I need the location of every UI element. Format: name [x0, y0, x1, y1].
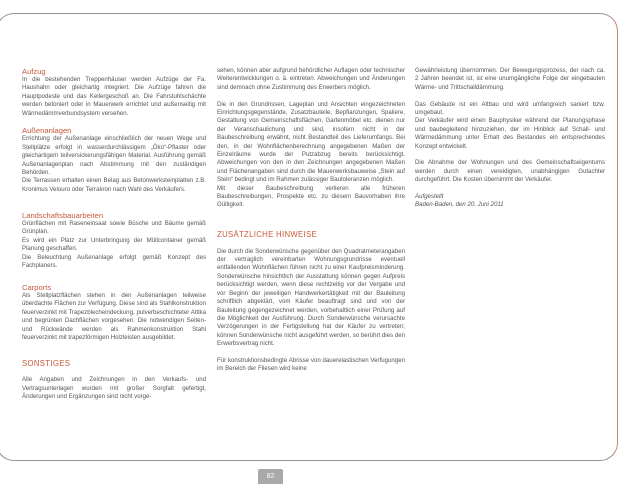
paragraph-aussenanlagen-2: Die Terrassen erhalten einen Belag aus Betonwerksteinplatten z.B. Kronimus Velouro oder Terrakron nach Wahl des Verkäufers.: [22, 177, 206, 193]
paragraph-col3-2: Das Gebäude ist ein Altbau und wird umfangreich saniert bzw. umgebaut.: [415, 100, 605, 117]
heading-aussenanlagen: Außenanlagen: [22, 126, 72, 136]
paragraph-col2-2: Die in den Grundrissen, Lageplan und Ansichten eingezeichneten Einrichtungsgegenstände, Zusatzbauteile, Bepflanzungen, Spaliere, Gestaltung von Gemeinschaftsflächen, Gartenmöbel etc. dienen nur der Veranschaulichung und sind, insofern nicht in der Baubeschreibung erwähnt, nicht Bestandteil des Lieferumfangs. Bei den, in der Wohnflächenberechnung angegebenen Maßen der Einzelräume wurde der Putzabzug bereits berücksichtigt. Abweichungen von den in den Zeichnungen angegebenen Maßen und Flächenangaben sind durch die Mauerwerksbauweise „Stein auf Stein“ bedingt und im Rahmen zulässiger Bautoleranzen möglich.: [217, 100, 405, 184]
paragraph-zusatz-2: Für konstruktionsbedingte Abrisse von dauerelastischen Verfugungen im Bereich der Fliesen wird keine: [217, 356, 405, 373]
paragraph-col3-1: Gewährleistung übernommen. Der Bewegungsprozess, der nach ca. 2 Jahren beendet ist, ist eine unumgängliche Folge der eingebauten Wärme- und Trittschalldämmung.: [415, 67, 605, 91]
paragraph-landschaft-3: Die Beleuchtung Außenanlage erfolgt gemäß Konzept des Fachplaners.: [22, 253, 206, 270]
paragraph-sonstiges: Alle Angaben und Zeichnungen in den Verkaufs- und Vertragsunterlagen wurden mit großer Sorgfalt gefertigt, Änderungen und Ergänzungen sind nicht vorge-: [22, 376, 206, 401]
column-1: [22, 67, 206, 410]
paragraph-col2-1: sehen, können aber aufgrund behördlicher Auflagen oder technischer Weiterentwicklungen o. ä. eintreten. Abweichungen und Änderungen sind demnach ohne Zustimmung des Erwerbers möglich.: [217, 67, 405, 91]
paragraph-col3-3: Der Verkäufer wird einen Bauphysiker während der Planungsphase und baubegleitend hinzuziehen, der im Hinblick auf Schall- und Wärmedämmung unter Erhalt des Bestandes ein entsprechendes Konzept entwickelt.: [415, 117, 605, 150]
paragraph-aussenanlagen-1: Errichtung der Außenanlage einschließlich der neuen Wege und Stellplätze erfolgt in wasserdurchlässigem „Öko“-Pflaster oder gleichartigem teilversickerungsfähigen Material. Ausführung gemäß Außenanlagenplan nach Abstimmung mit den zuständigen Behörden.: [22, 135, 206, 177]
heading-sonstiges: SONSTIGES: [22, 359, 71, 369]
signature-place-date: Baden-Baden, den 20. Juni 2011: [415, 201, 504, 209]
column-2: [217, 67, 405, 382]
paragraph-landschaft-1: Grünflächen mit Raseneinsaat sowie Büsche und Bäume gemäß Grünplan.: [22, 220, 206, 236]
heading-landschaftsbau: Landschaftsbauarbeiten: [22, 211, 104, 221]
paragraph-landschaft-2: Es wird ein Platz zur Unterbringung der Müllcontainer gemäß Planung geschaffen.: [22, 236, 206, 253]
heading-aufzug: Aufzug: [22, 67, 46, 76]
page-number: 82: [258, 469, 283, 484]
signature-label: Aufgestellt: [415, 193, 444, 201]
paragraph-aufzug: In die bestehenden Treppenhäuser werden Aufzüge der Fa. Haushahn oder gleichartig integriert. Die Aufzüge fahren die Hauptpodeste und das Kellergeschoß an. Die Fahrstuhlschächte werden betoniert oder in Mauerwerk errichtet und außenseitig mit Wärmedämmverbundsystem versehen.: [22, 76, 206, 117]
heading-zusaetzliche-hinweise: ZUSÄTZLICHE HINWEISE: [217, 230, 318, 240]
paragraph-zusatz-1: Die durch die Sonderwünsche gegenüber den Quadratmeterangaben der vertraglich vereinbarten Wohnungsgrundrisse eventuell entfallenden Wohnflächen führen nicht zu einer Kaufpreisminderung. Sonderwünsche hinsichtlich der Ausstattung können gegen Aufpreis berücksichtigt werden, wenn diese rechtzeitig vor der Vergabe und vor Beginn der jeweiligen Handwerkertätigkeit mit der Bauleitung schriftlich abgeklärt, vom Käufer beauftragt sind und von der Bauleitung gegengezeichnet werden, vorbehaltlich einer Prüfung auf die Möglichkeit der Ausführung. Durch Sonderwünsche verursachte Verzögerungen in der Fertigstellung hat der Käufer zu vertreten; können Sonderwünsche nicht ausgeführt werden, so berührt dies den Erwerbsvertrag nicht.: [217, 247, 405, 348]
heading-carports: Carports: [22, 282, 52, 292]
paragraph-col2-3: Mit dieser Baubeschreibung verlieren alle früheren Baubeschreibungen, Prospekte etc. zu diesem Bauvorhaben ihre Gültigkeit.: [217, 184, 405, 209]
paragraph-col3-4: Die Abnahme der Wohnungen und des Gemeinschaftseigentums werden durch einen vereidigten, unabhängigen Gutachter durchgeführt. Die Kosten übernimmt der Verkäufer.: [415, 159, 605, 184]
paragraph-carports: Als Stellplatzflächen stehen in den Außenanlagen teilweise überdachte Flächen zur Verfügung. Diese sind als Stahlkonstruktion feuerverzinkt mit Trapezblecheindeckung, pulverbeschichteter Attika und begrünten Dachflächen vorgesehen. Die notwendigen Seiten- und Rückwände werden als Rahmenkonstruktion Stahl feuerverzinkt mit trapezförmigen Holzleisten ausgebildet.: [22, 291, 206, 341]
column-3: [415, 67, 605, 218]
